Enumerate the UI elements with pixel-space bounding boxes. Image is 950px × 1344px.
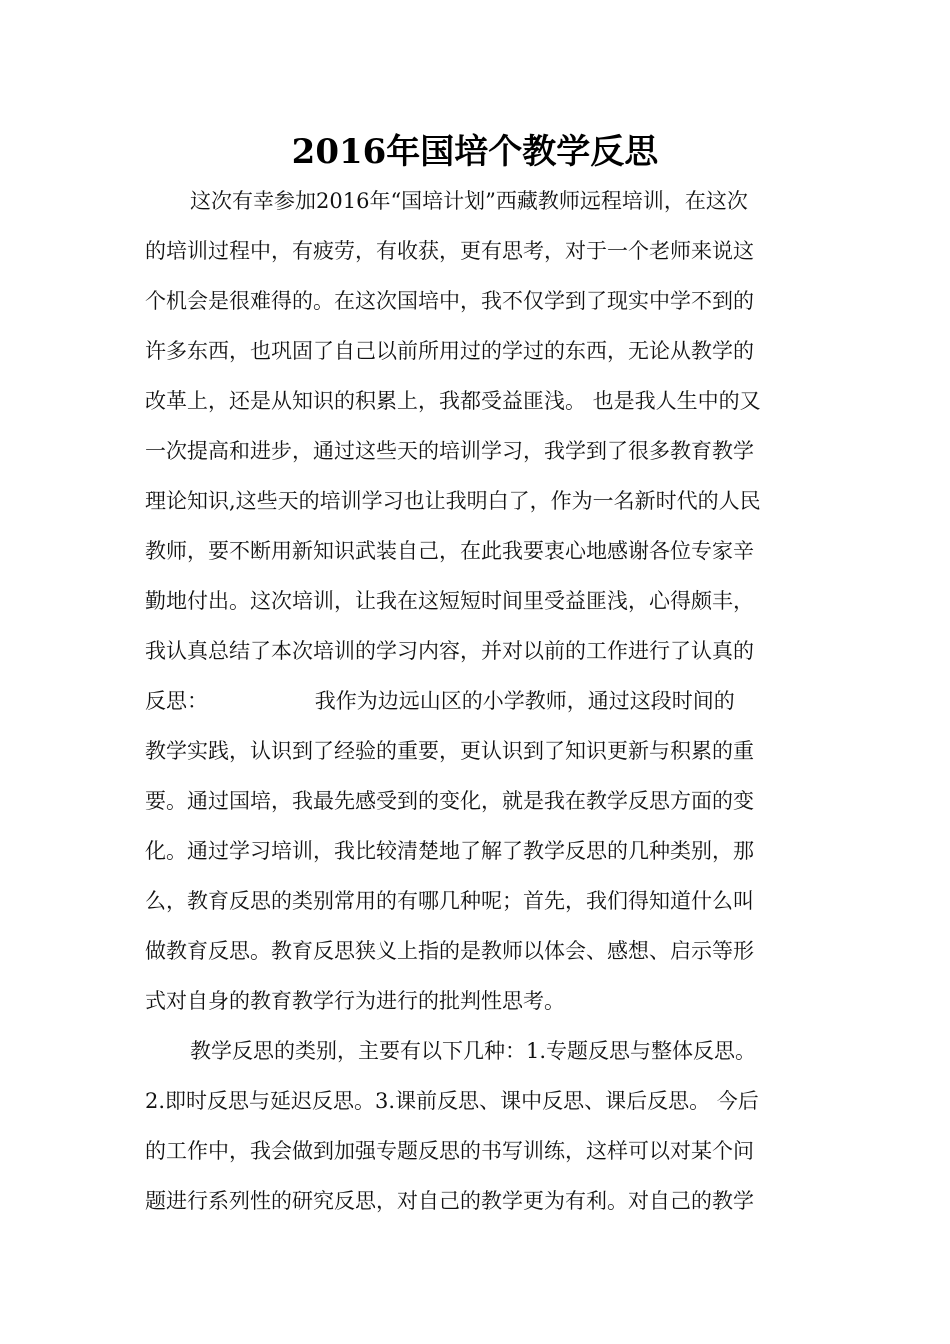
text-line: 么，教育反思的类别常用的有哪几种呢；首先，我们得知道什么叫 <box>145 889 754 913</box>
text-line: 的工作中，我会做到加强专题反思的书写训练，这样可以对某个问 <box>145 1139 754 1163</box>
text-line: 题进行系列性的研究反思，对自己的教学更为有利。对自己的教学 <box>145 1189 754 1213</box>
text-line: 一次提高和进步，通过这些天的培训学习，我学到了很多教育教学 <box>145 439 754 463</box>
text-line: 勤地付出。这次培训，让我在这短短时间里受益匪浅，心得颇丰， <box>145 589 754 613</box>
text-line: 做教育反思。教育反思狭义上指的是教师以体会、感想、启示等形 <box>145 939 754 963</box>
text-line: 2.即时反思与延迟反思。3.课前反思、课中反思、课后反思。 今后 <box>145 1089 759 1113</box>
text-line: 教师，要不断用新知识武装自己，在此我要衷心地感谢各位专家辛 <box>145 539 754 563</box>
text-line: 理论知识,这些天的培训学习也让我明白了，作为一名新时代的人民 <box>145 489 761 513</box>
document-title: 2016年国培个教学反思 <box>291 132 659 172</box>
text-line: 反思： 我作为边远山区的小学教师，通过这段时间的 <box>145 689 735 713</box>
text-line: 这次有幸参加2016年“国培计划”西藏教师远程培训，在这次 <box>190 189 748 213</box>
text-line: 的培训过程中，有疲劳，有收获，更有思考，对于一个老师来说这 <box>145 239 754 263</box>
text-line: 改革上，还是从知识的积累上，我都受益匪浅。 也是我人生中的又 <box>145 389 761 413</box>
text-line: 教学实践，认识到了经验的重要，更认识到了知识更新与积累的重 <box>145 739 754 763</box>
text-line: 式对自身的教育教学行为进行的批判性思考。 <box>145 989 565 1013</box>
text-line: 我认真总结了本次培训的学习内容，并对以前的工作进行了认真的 <box>145 639 754 663</box>
text-line: 教学反思的类别，主要有以下几种：1.专题反思与整体反思。 <box>190 1039 757 1063</box>
text-line: 许多东西，也巩固了自己以前所用过的学过的东西，无论从教学的 <box>145 339 754 363</box>
text-line: 要。通过国培，我最先感受到的变化，就是我在教学反思方面的变 <box>145 789 754 813</box>
text-line: 个机会是很难得的。在这次国培中，我不仅学到了现实中学不到的 <box>145 289 754 313</box>
text-line: 化。通过学习培训，我比较清楚地了解了教学反思的几种类别，那 <box>145 839 754 863</box>
